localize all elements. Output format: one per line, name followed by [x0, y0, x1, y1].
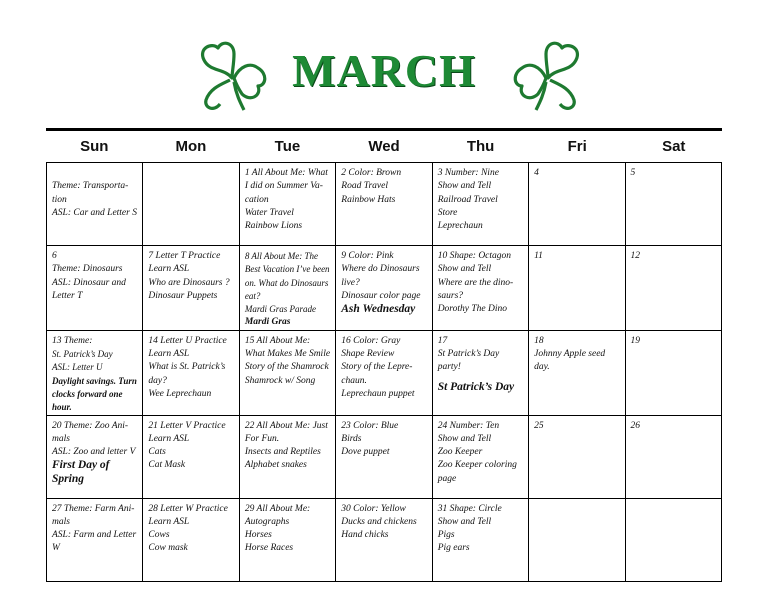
event-line: I did on Summer Va-: [244, 181, 323, 192]
event-line: St Patrick’s Day: [437, 349, 500, 360]
event-line: Show and Tell: [437, 264, 492, 275]
event-line: Theme: Transporta-: [52, 181, 129, 192]
event-line: 11: [534, 251, 543, 261]
event-line: Horse Races: [244, 543, 294, 554]
day-cell-fri: [529, 246, 625, 331]
event-line: Autographs: [244, 516, 290, 527]
event-line: Ash Wednesday: [341, 303, 416, 316]
event-line: Dorothy The Dino: [437, 304, 507, 315]
weekday-sat: Sat: [662, 138, 686, 155]
event-line: Show and Tell: [437, 181, 492, 192]
event-line: Mardi Gras: [244, 317, 291, 328]
day-cell-mon: [143, 415, 239, 498]
event-line: saurs?: [437, 290, 464, 301]
event-line: Birds: [341, 433, 362, 444]
event-line: Learn ASL: [148, 516, 190, 527]
weekday-mon: Mon: [175, 138, 207, 155]
event-line: Shamrock w/ Song: [244, 375, 316, 386]
event-line: 26: [630, 420, 641, 431]
event-line: What is St. Patrick’s: [148, 362, 226, 373]
day-cell-fri: [529, 498, 625, 581]
event-line: party!: [437, 362, 461, 373]
day-cell-thu: [432, 163, 528, 246]
event-line: Rainbow Lions: [244, 221, 303, 232]
event-line: Wee Leprechaun: [148, 388, 212, 399]
event-line: 2 Color: Brown: [341, 168, 402, 178]
day-cell-sun: [47, 330, 143, 415]
event-line: 8 All About Me: The: [244, 251, 319, 261]
event-line: on. What do Dinosaurs: [244, 277, 329, 288]
event-line: Zoo Keeper coloring: [437, 460, 517, 471]
event-line: Railroad Travel: [437, 194, 498, 205]
shamrock-icon: [506, 38, 586, 114]
event-line: St. Patrick’s Day: [52, 349, 113, 360]
day-cell-tue: [239, 415, 335, 498]
event-line: 4: [534, 168, 539, 178]
day-cell-tue: [239, 330, 335, 415]
event-line: Zoo Keeper: [437, 447, 483, 458]
day-cell-sat: [625, 246, 721, 331]
weekday-header-row: [46, 132, 722, 162]
event-line: St Patrick’s Day: [437, 380, 515, 393]
event-line: W: [52, 543, 60, 554]
header-rule: [46, 128, 722, 131]
day-cell-sun: [47, 246, 143, 331]
event-line: 28 Letter W Practice: [148, 503, 228, 514]
event-line: Where do Dinosaurs: [341, 264, 420, 275]
event-line: 15 All About Me:: [244, 335, 311, 346]
event-line: 29 All About Me:: [244, 503, 311, 514]
event-line: Hand chicks: [341, 530, 389, 541]
event-line: Cow mask: [148, 543, 188, 554]
event-line: hour.: [52, 402, 72, 413]
day-cell-mon: [143, 246, 239, 331]
event-line: 6: [52, 251, 57, 261]
event-line: 16 Color: Gray: [341, 335, 401, 346]
day-cell-wed: [336, 246, 432, 331]
event-line: live?: [341, 277, 360, 288]
event-line: 27 Theme: Farm Ani-: [52, 503, 135, 514]
event-line: mals: [52, 433, 70, 444]
event-line: 17: [437, 335, 448, 346]
day-cell-sun: [47, 415, 143, 498]
day-cell-sun: [47, 163, 143, 246]
event-line: Show and Tell: [437, 516, 492, 527]
event-line: Store: [437, 207, 458, 218]
event-line: Leprechaun puppet: [341, 388, 415, 399]
event-line: Cats: [148, 447, 166, 458]
event-line: Learn ASL: [148, 433, 190, 444]
calendar-week-row: [47, 330, 722, 415]
weekday-thu: Thu: [466, 138, 495, 155]
event-line: 23 Color: Blue: [341, 420, 399, 431]
day-cell-wed: [336, 163, 432, 246]
event-line: clocks forward one: [52, 388, 123, 399]
event-line: Daylight savings. Turn: [52, 375, 137, 386]
weekday-sun: Sun: [80, 138, 109, 155]
event-line: 31 Shape: Circle: [437, 503, 502, 514]
day-cell-sat: [625, 330, 721, 415]
page-title: MARCH: [292, 45, 476, 96]
event-line: Horses: [244, 530, 272, 541]
calendar-grid: [46, 162, 722, 582]
weekday-wed: Wed: [368, 138, 400, 155]
event-line: Dove puppet: [341, 447, 390, 458]
day-cell-sat: [625, 415, 721, 498]
event-line: 21 Letter V Practice: [148, 420, 226, 431]
day-cell-fri: [529, 163, 625, 246]
day-cell-thu: [432, 498, 528, 581]
event-line: 18: [534, 335, 544, 346]
event-line: Alphabet snakes: [244, 460, 307, 471]
event-line: 1 All About Me: What: [244, 168, 328, 178]
event-line: Pigs: [437, 530, 455, 541]
event-line: [52, 167, 138, 180]
day-cell-wed: [336, 498, 432, 581]
event-line: Who are Dinosaurs ?: [148, 277, 230, 288]
event-line: Letter T: [52, 290, 83, 301]
event-line: tion: [52, 194, 67, 205]
event-line: Water Travel: [244, 207, 294, 218]
event-line: 25: [534, 420, 544, 431]
event-line: For Fun.: [244, 433, 280, 444]
event-line: Shape Review: [341, 349, 395, 360]
event-line: ASL: Car and Letter S: [52, 207, 137, 218]
day-cell-tue: [239, 246, 335, 331]
day-cell-tue: [239, 498, 335, 581]
calendar-week-row: [47, 246, 722, 331]
event-line: Leprechaun: [437, 221, 483, 232]
weekday-fri: Fri: [567, 138, 587, 155]
event-line: Dinosaur color page: [341, 290, 421, 301]
day-cell-tue: [239, 163, 335, 246]
event-line: 5: [630, 168, 636, 178]
event-line: Learn ASL: [148, 264, 190, 275]
day-cell-mon: [143, 163, 239, 246]
event-line: Learn ASL: [148, 349, 190, 360]
event-line: Theme: Dinosaurs: [52, 264, 123, 275]
event-line: 3 Number: Nine: [437, 168, 499, 178]
event-line: page: [437, 473, 457, 484]
event-line: ASL: Dinosaur and: [52, 277, 126, 288]
day-cell-thu: [432, 330, 528, 415]
day-cell-wed: [336, 415, 432, 498]
event-line: cation: [244, 194, 269, 205]
event-line: 10 Shape: Octagon: [437, 251, 512, 261]
calendar-header: [0, 30, 768, 116]
day-cell-sat: [625, 163, 721, 246]
event-line: Rainbow Hats: [341, 194, 396, 205]
event-line: 12: [630, 251, 641, 261]
event-line: mals: [52, 516, 70, 527]
event-line: eat?: [244, 290, 261, 301]
event-line: 13 Theme:: [52, 335, 93, 346]
event-line: 14 Letter U Practice: [148, 335, 227, 346]
event-line: Mardi Gras Parade: [244, 304, 317, 315]
calendar-week-row: [47, 498, 722, 581]
event-line: ASL: Letter U: [52, 362, 103, 373]
event-line: First Day of Spring: [52, 459, 110, 485]
day-cell-thu: [432, 415, 528, 498]
event-line: ASL: Farm and Letter: [52, 530, 137, 541]
event-line: 22 All About Me: Just: [244, 420, 328, 431]
event-line: 24 Number: Ten: [437, 420, 500, 431]
event-line: day?: [148, 375, 167, 386]
event-line: Show and Tell: [437, 433, 492, 444]
day-cell-fri: [529, 330, 625, 415]
weekday-tue: Tue: [274, 138, 301, 155]
day-cell-mon: [143, 498, 239, 581]
event-line: ASL: Zoo and letter V: [52, 447, 136, 458]
event-line: Insects and Reptiles: [244, 447, 321, 458]
event-line: Story of the Lepre-: [341, 362, 413, 373]
event-line: Road Travel: [341, 181, 388, 192]
event-line: What Makes Me Smile: [244, 349, 331, 360]
event-line: 19: [630, 335, 641, 346]
event-line: 7 Letter T Practice: [148, 251, 221, 261]
day-cell-thu: [432, 246, 528, 331]
event-line: 20 Theme: Zoo Ani-: [52, 420, 129, 431]
event-line: day.: [534, 362, 550, 373]
calendar-week-row: [47, 163, 722, 246]
event-line: 30 Color: Yellow: [341, 503, 406, 514]
day-cell-sun: [47, 498, 143, 581]
calendar-week-row: [47, 415, 722, 498]
event-line: Story of the Shamrock: [244, 362, 329, 373]
event-line: Where are the dino-: [437, 277, 514, 288]
event-line: Johnny Apple seed: [534, 349, 606, 360]
event-line: Dinosaur Puppets: [148, 290, 218, 301]
day-cell-fri: [529, 415, 625, 498]
day-cell-mon: [143, 330, 239, 415]
event-line: Best Vacation I’ve been: [244, 264, 330, 275]
day-cell-wed: [336, 330, 432, 415]
event-line: Cat Mask: [148, 460, 186, 471]
event-line: Pig ears: [437, 543, 470, 554]
event-line: chaun.: [341, 375, 367, 386]
event-line: Cows: [148, 530, 170, 541]
day-cell-sat: [625, 498, 721, 581]
event-line: 9 Color: Pink: [341, 251, 394, 261]
event-line: Ducks and chickens: [341, 516, 417, 527]
